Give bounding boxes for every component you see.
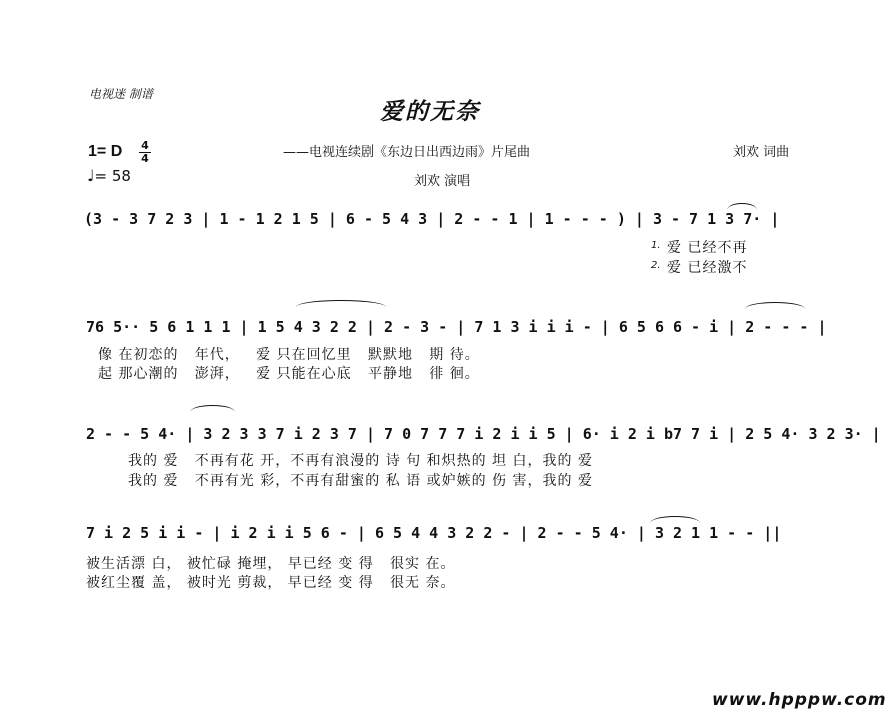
row-4-notes: 7 i 2 5 i i - | i 2 i i 5 6 - | 6 5 4 4 3 2 2 - | 2 - - 5 4· | 3 2 1 1 - - || bbox=[86, 524, 782, 542]
row-4-lyric-2: 被红尘覆 盖， 被时光 剪裁， 早已经 变 得 很无 奈。 bbox=[86, 575, 456, 591]
verse-number-2: 2. bbox=[651, 260, 661, 271]
row-2-notes: 76 5·· 5 6 1 1 1 | 1 5 4 3 2 2 | 2 - 3 - | 7 1 3 i i i - | 6 5 6 6 - i | 2 - - - | bbox=[86, 318, 827, 336]
time-signature-bottom: 4 bbox=[141, 152, 149, 165]
tempo-marking bbox=[87, 166, 131, 185]
row-1-lyric-2: 爱 已经激不 bbox=[667, 260, 748, 276]
song-title: 爱的无奈 bbox=[380, 98, 480, 125]
time-signature-top: 4 bbox=[141, 139, 149, 152]
composer: 刘欢 词曲 bbox=[733, 145, 790, 160]
row-3-lyric-1: 我的 爱 不再有花 开，不再有浪漫的 诗 句 和炽热的 坦 白，我的 爱 bbox=[128, 453, 593, 469]
key-signature: 1= D bbox=[88, 143, 123, 160]
row-3-notes: 2 - - 5 4· | 3 2 3 3 7 i 2 3 7 | 7 0 7 7 7 i 2 i i 5 | 6· i 2 i b7 7 i | 2 5 4· 3 2 3· | bbox=[86, 425, 881, 443]
row-3-lyric-2: 我的 爱 不再有光 彩，不再有甜蜜的 私 语 或妒嫉的 伤 害，我的 爱 bbox=[128, 473, 593, 489]
time-signature bbox=[139, 141, 151, 164]
row-1-lyric-1: 爱 已经不再 bbox=[667, 240, 748, 256]
row-2-lyric-1: 像 在初恋的 年代， 爱 只在回忆里 默默地 期 待。 bbox=[98, 347, 480, 363]
quarter-note-icon: ♩ bbox=[87, 166, 95, 185]
singer: 刘欢 演唱 bbox=[414, 174, 471, 189]
slur-arc bbox=[190, 405, 235, 412]
row-2-lyric-2: 起 那心潮的 澎湃， 爱 只能在心底 平静地 徘 徊。 bbox=[98, 366, 480, 382]
subtitle: ——电视连续剧《东边日出西边雨》片尾曲 bbox=[283, 145, 531, 160]
tie-arc bbox=[745, 302, 805, 309]
slur-arc bbox=[650, 516, 700, 523]
credit: 电视迷 制谱 bbox=[89, 87, 153, 101]
slur-arc bbox=[296, 300, 386, 307]
row-4-lyric-1: 被生活漂 白， 被忙碌 掩埋， 早已经 变 得 很实 在。 bbox=[86, 556, 456, 572]
tie-arc bbox=[727, 203, 757, 210]
watermark-text: www.hpppw.com bbox=[712, 690, 887, 710]
verse-number-1: 1. bbox=[651, 240, 661, 251]
row-1-notes: (3 - 3 7 2 3 | 1 - 1 2 1 5 | 6 - 5 4 3 | 2 - - 1 | 1 - - - ) | 3 - 7 1 3 7· | bbox=[84, 210, 780, 228]
tempo-value: = 58 bbox=[94, 167, 131, 185]
